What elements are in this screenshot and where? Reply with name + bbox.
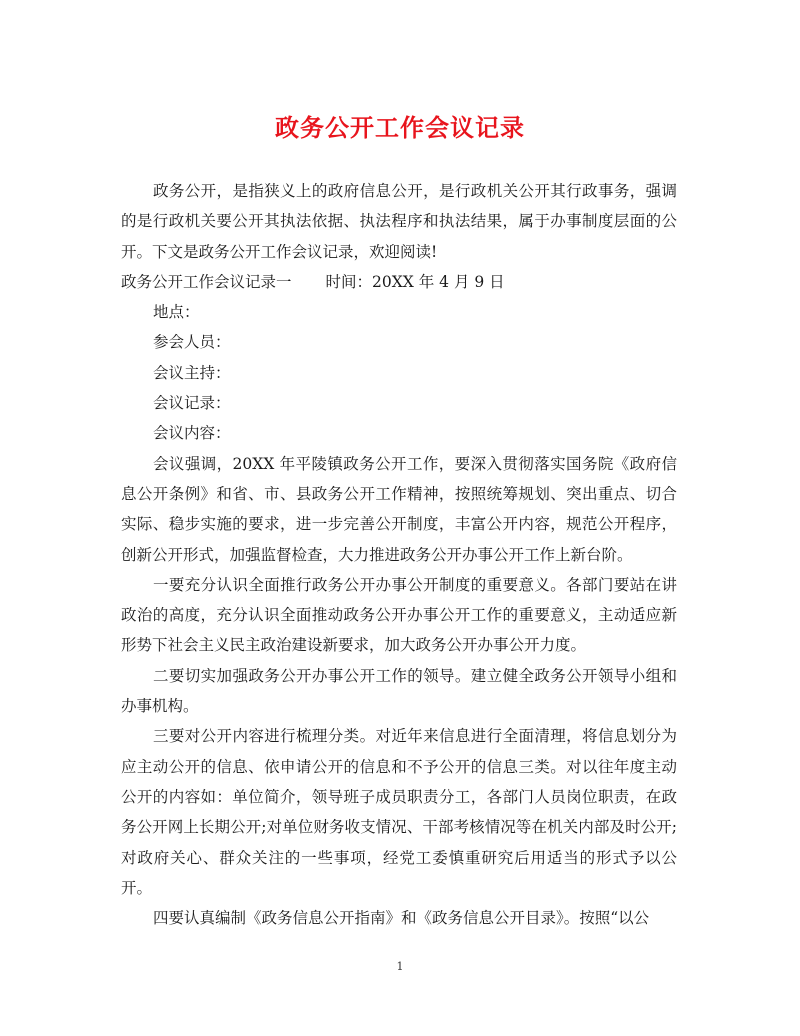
- meeting-content-label: 会议内容：: [153, 424, 231, 443]
- record-heading: 政务公开工作会议记录一: [121, 272, 292, 291]
- record-heading-line: [121, 267, 677, 297]
- meeting-recorder: 会议记录：: [153, 394, 231, 413]
- meeting-attendees: 参会人员：: [153, 333, 231, 352]
- content-paragraph: 三要对公开内容进行梳理分类。对近年来信息进行全面清理，将信息划分为应主动公开的信息、依申请公开的信息和不予公开的信息三类。对以往年度主动公开的内容如：单位简介，领导班子成员职责分工，各部门人员岗位职责，在政务公开网上长期公开;对单位财务收支情况、干部考核情况等在机关内部及时公开;对政府关心、群众关注的一些事项，经党工委慎重研究后用适当的形式予以公开。: [121, 727, 677, 897]
- content-paragraph: 会议强调，20XX 年平陵镇政务公开工作，要深入贯彻落实国务院《政府信息公开条例》和省、市、县政务公开工作精神，按照统筹规划、突出重点、切合实际、稳步实施的要求，进一步完善公开制度，丰富公开内容，规范公开程序，创新公开形式，加强监督检查，大力推进政务公开办事公开工作上新台阶。: [121, 454, 677, 564]
- content-paragraph: 二要切实加强政务公开办事公开工作的领导。建立健全政务公开领导小组和办事机构。: [121, 666, 677, 716]
- content-paragraph: 一要充分认识全面推行政务公开办事公开制度的重要意义。各部门要站在讲政治的高度，充分认识全面推动政务公开办事公开工作的重要意义，主动适应新形势下社会主义民主政治建设新要求，加大政务公开办事公开力度。: [121, 575, 677, 655]
- meeting-time: 时间：20XX 年 4 月 9 日: [325, 272, 505, 291]
- meeting-host: 会议主持：: [153, 363, 231, 382]
- content-paragraph: 四要认真编制《政务信息公开指南》和《政务信息公开目录》。按照“以公: [153, 909, 650, 928]
- intro-paragraph: 政务公开，是指狭义上的政府信息公开，是行政机关公开其行政事务，强调的是行政机关要公开其执法依据、执法程序和执法结果，属于办事制度层面的公开。下文是政务公开工作会议记录，欢迎阅读!: [121, 182, 677, 261]
- document-body: [121, 176, 677, 933]
- page-number: 1: [396, 960, 404, 973]
- document-title: 政务公开工作会议记录: [275, 114, 525, 142]
- meeting-location: 地点：: [153, 303, 200, 322]
